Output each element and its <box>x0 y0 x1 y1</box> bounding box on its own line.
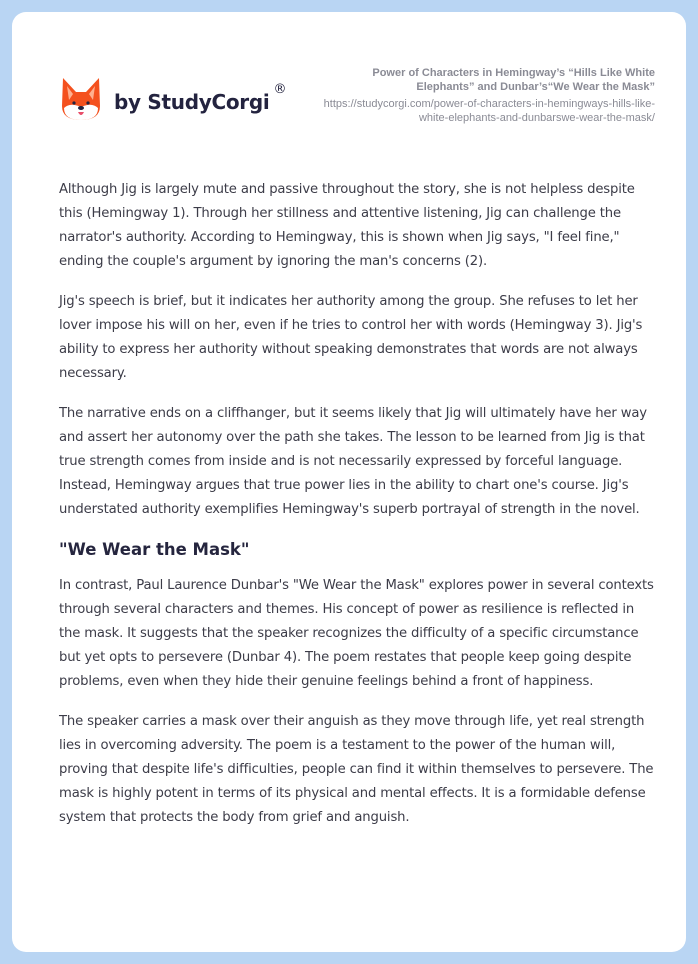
studycorgi-logo[interactable] <box>60 76 286 122</box>
brand-name: by StudyCorgi <box>114 90 270 114</box>
corgi-logo-icon <box>60 76 102 122</box>
section-heading: "We Wear the Mask" <box>59 540 250 559</box>
registered-mark: ® <box>273 81 287 97</box>
document-url[interactable]: https://studycorgi.com/power-of-characters-in-hemingways-hills-like-white-elephants-and-dunbarswe-wear-the-mask/ <box>323 98 655 124</box>
document-card <box>12 12 686 952</box>
paragraph: In contrast, Paul Laurence Dunbar's "We Wear the Mask" explores power in several contexts through several characters and themes. His concept of power as resilience is reflected in the mask. It suggests that the speaker recognizes the difficulty of a specific circumstance but yet opts to persevere (Dunbar 4). The poem restates that people keep going despite problems, even when they hide their genuine feelings behind a front of happiness. <box>59 578 654 689</box>
document-title: Power of Characters in Hemingway’s “Hills Like White Elephants” and Dunbar’s“We Wear the Mask” <box>372 67 655 93</box>
document-meta <box>315 66 655 125</box>
document-body <box>59 178 659 846</box>
paragraph: The speaker carries a mask over their anguish as they move through life, yet real strength lies in overcoming adversity. The poem is a testament to the power of the human will, proving that despite life's difficulties, people can find it within themselves to persevere. The mask is highly potent in terms of its physical and mental effects. It is a formidable defense system that protects the body from grief and anguish. <box>59 714 654 825</box>
paragraph: Jig's speech is brief, but it indicates her authority among the group. She refuses to let her lover impose his will on her, even if he tries to control her with words (Hemingway 3). Jig's ability to express her authority without speaking demonstrates that words are not always necessary. <box>59 294 643 381</box>
paragraph: Although Jig is largely mute and passive throughout the story, she is not helpless despite this (Hemingway 1). Through her stillness and attentive listening, Jig can challenge the narrator's authority. According to Hemingway, this is shown when Jig says, "I feel fine," ending the couple's argument by ignoring the man's concerns (2). <box>59 182 635 269</box>
paragraph: The narrative ends on a cliffhanger, but it seems likely that Jig will ultimately have her way and assert her autonomy over the path she takes. The lesson to be learned from Jig is that true strength comes from inside and is not necessarily expressed by forceful language. Instead, Hemingway argues that true power lies in the ability to chart one's course. Jig's understated authority exemplifies Hemingway's superb portrayal of strength in the novel. <box>59 406 647 517</box>
